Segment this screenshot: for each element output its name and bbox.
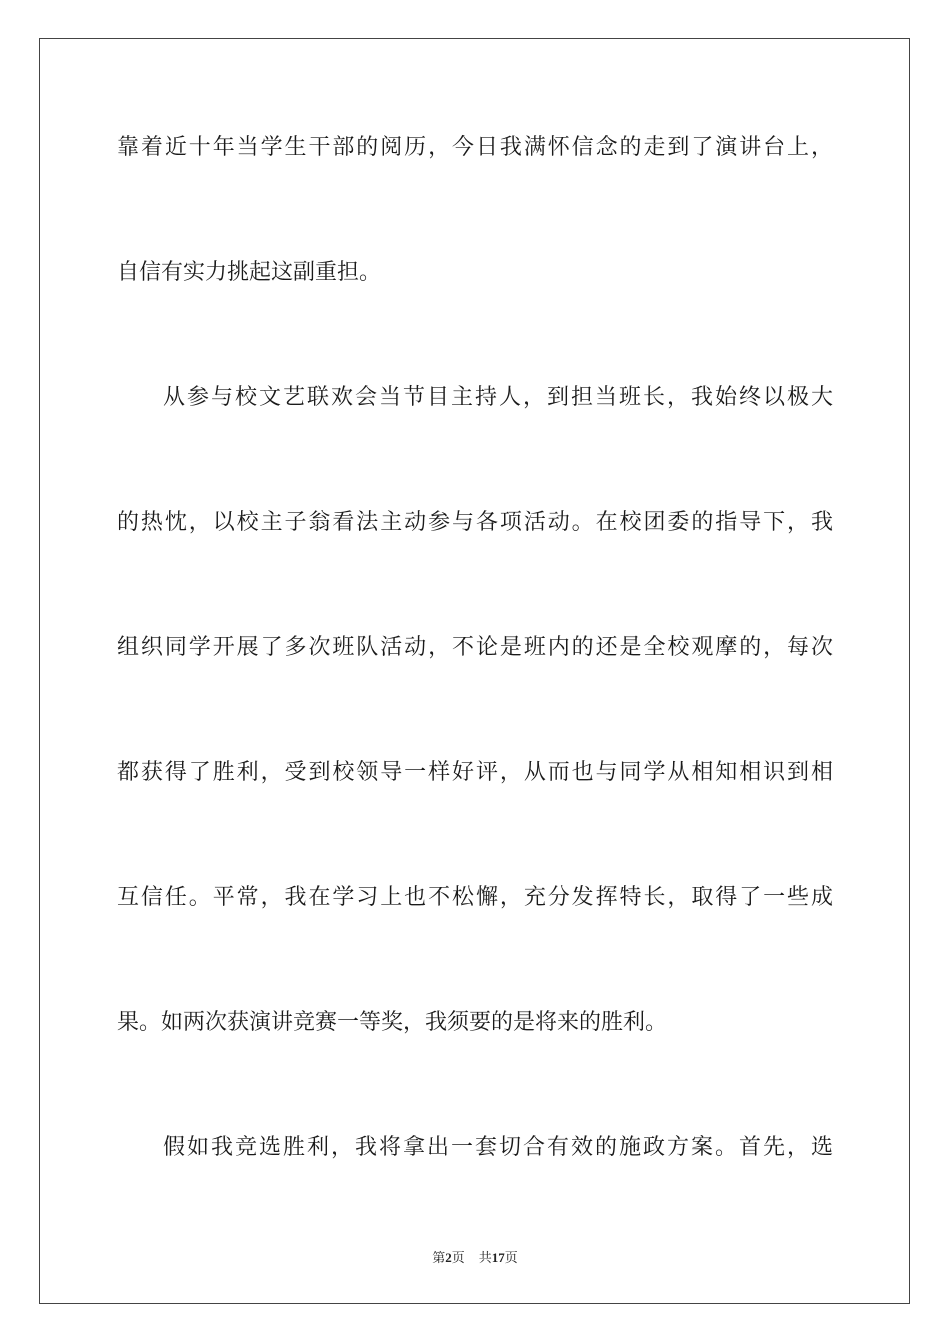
body-line-4: 的热忱，以校主子翁看法主动参与各项活动。在校团委的指导下，我 <box>117 510 833 535</box>
page-border <box>39 38 910 1304</box>
total-pages: 17 <box>491 1250 505 1265</box>
page-prefix: 第 <box>432 1250 446 1265</box>
page-footer <box>0 1247 950 1266</box>
total-prefix: 共 <box>478 1250 492 1265</box>
body-line-3: 从参与校文艺联欢会当节目主持人，到担当班长，我始终以极大 <box>163 385 833 410</box>
total-suffix: 页 <box>504 1250 518 1265</box>
page-number: 2 <box>445 1250 452 1265</box>
body-line-9: 假如我竞选胜利，我将拿出一套切合有效的施政方案。首先，选 <box>163 1135 833 1160</box>
body-line-8: 果。如两次获演讲竞赛一等奖，我须要的是将来的胜利。 <box>117 1010 668 1035</box>
page-suffix: 页 <box>451 1250 465 1265</box>
body-line-7: 互信任。平常，我在学习上也不松懈，充分发挥特长，取得了一些成 <box>117 885 833 910</box>
body-line-6: 都获得了胜利，受到校领导一样好评，从而也与同学从相知相识到相 <box>117 760 833 785</box>
body-line-5: 组织同学开展了多次班队活动，不论是班内的还是全校观摩的，每次 <box>117 635 833 660</box>
body-line-2: 自信有实力挑起这副重担。 <box>117 260 382 285</box>
body-line-1: 靠着近十年当学生干部的阅历，今日我满怀信念的走到了演讲台上， <box>117 135 833 160</box>
